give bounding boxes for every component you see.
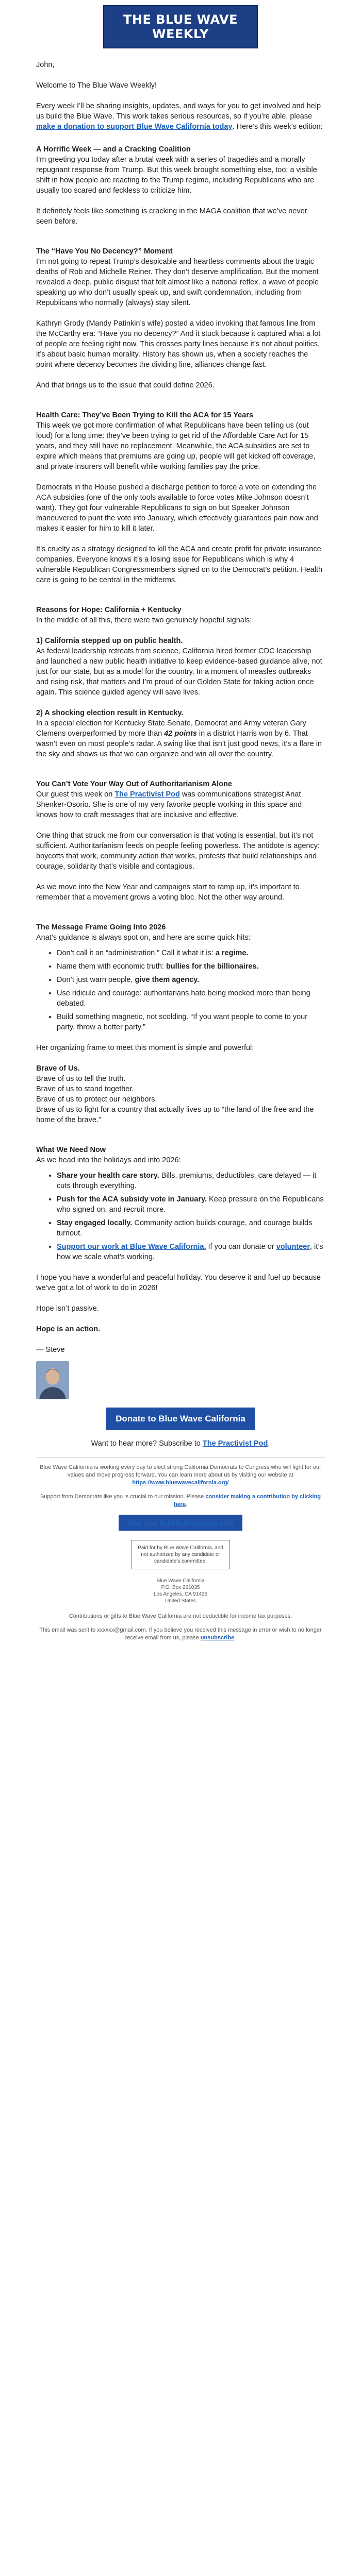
paragraph: Kathryn Grody (Mandy Patinkin’s wife) posted a video invoking that famous line from the McCarthy era: “Have you no decency?” And it stuck because it captured what a lot of people are feeling right now. This crosses party lines because it’s not about politics, it’s about basic human morality. History has shown us, when a society reaches the point where decency becomes the dividing line, alliances change fast.	[36, 319, 321, 369]
paragraph: Anat’s guidance is always spot on, and here are some quick hits:	[36, 934, 251, 942]
subscribe-line: Want to hear more? Subscribe to The Practivist Pod.	[91, 1439, 270, 1448]
list-item: • Support our work at Blue Wave California. If you can donate or volunteer, it’s how we scale what’s working.	[57, 1242, 325, 1262]
brave-of-us-block: Brave of Us. Brave of us to tell the truth. Brave of us to stand together. Brave of us to protect our neighbors. Brave of us to fight for a country that actually lives up to “the land of the free and the home of the brave.”	[36, 1064, 314, 1124]
section-title: The Message Frame Going Into 2026	[36, 923, 166, 931]
section-authoritarianism	[36, 779, 325, 903]
website-link[interactable]: https://www.bluewavecalifornia.org/	[132, 1480, 229, 1486]
action-list	[36, 1171, 325, 1262]
footer-divider	[36, 1457, 325, 1458]
section-message-frame	[36, 922, 325, 1125]
paragraph: It definitely feels like something is cracking in the MAGA coalition that we’ve never seen before.	[36, 207, 307, 226]
paragraph: Her organizing frame to meet this moment is simple and powerful:	[36, 1044, 254, 1052]
logo-line-1: THE BLUE WAVE	[123, 12, 238, 27]
paid-for-disclaimer: Paid for by Blue Wave California, and not authorized by any candidate or candidate's committee.	[131, 1540, 230, 1569]
paragraph: In a special election for Kentucky State Senate, Democrat and Army veteran Gary Clemens overperformed by more than 42 points in a district Harris won by 6. That wasn’t even on most people’s radar. A swing like that isn’t just good news, it’s a flare in the sky and shows us that we can organize and win all over the country.	[36, 719, 322, 758]
list-item: • Share your health care story. Bills, premiums, deductibles, care delayed — it cuts through everything.	[57, 1171, 325, 1191]
section-what-we-need	[36, 1145, 325, 1399]
unsubscribe-line: This email was sent to xxxxxx@gmail.com. If you believe you received this message in error or wish to no longer receive email from us, please unsubscribe.	[39, 1627, 322, 1641]
paragraph: This week we got more confirmation of what Republicans have been telling us (out loud) for a long time: they’ve been trying to get rid of the Affordable Care Act for 15 years, and they still have no replacement. Meanwhile, the ACA subsidies are set to expire which means that premiums are going up, people will get kicked off coverage, and private insurers will benefit while working families pay the price.	[36, 421, 316, 471]
intro-paragraph: Every week I’ll be sharing insights, updates, and ways for you to get involved and help us build the Blue Wave. This work takes serious resources, so if you’re able, please make a donation to support Blue Wave California today. Here’s this week’s edition:	[36, 102, 323, 131]
mailing-address: Blue Wave California P.O. Box 261035 Los Angeles, CA 91426 United States	[154, 1578, 207, 1604]
list-item: • Don’t just warn people, give them agency.	[57, 975, 325, 985]
donate-link[interactable]: make a donation to support Blue Wave California today	[36, 123, 233, 131]
list-item: • Don’t call it an “administration.” Call it what it is: a regime.	[57, 948, 325, 958]
paragraph: I’m greeting you today after a brutal week with a series of tragedies and a morally repugnant response from Trump. But this week brought something else, too: a visible shift in how people are reacting to the Trump regime, including Republicans who are usually too scared and feckless to criticize him.	[36, 156, 317, 195]
paragraph: One thing that struck me from our conversation is that voting is essential, but it’s not sufficient. Authoritarianism feeds on people feeling powerless. The antidote is agency: boycotts that work, community action that works, protests that build relationships and courage, solidarity that’s visible and contagious.	[36, 832, 320, 871]
list-item: • Stay engaged locally. Community action builds courage, and courage builds turnout.	[57, 1218, 325, 1239]
section-title: What We Need Now	[36, 1146, 106, 1154]
paragraph: Hope is an action.	[36, 1325, 101, 1333]
practivist-pod-link[interactable]: The Practivist Pod	[114, 790, 180, 799]
newsletter-logo[interactable]	[103, 5, 258, 48]
subheading: 2) A shocking election result in Kentucky.	[36, 709, 184, 717]
section-reasons-for-hope	[36, 605, 325, 759]
section-title: A Horrific Week — and a Cracking Coalition	[36, 145, 191, 154]
paragraph: I hope you have a wonderful and peaceful holiday. You deserve it and fuel up because we’ve got a lot of work to do in 2026!	[36, 1274, 321, 1292]
email-body	[36, 5, 325, 1642]
paragraph: As federal leadership retreats from science, California hired former CDC leadership and launched a new public health initiative to keep evidence-based guidance alive, not just for our state, but as a model for the country. In a moment of measles outbreaks and rising risk, that matters and I’m proud of our Golden State for taking action once again. This science guided agency will save lives.	[36, 647, 322, 697]
subheading: 1) California stepped up on public health.	[36, 637, 183, 645]
section-health-care	[36, 410, 325, 585]
greeting: John,	[36, 61, 55, 69]
unsubscribe-link[interactable]: unsubscribe	[200, 1635, 235, 1641]
logo-line-2: WEEKLY	[152, 27, 209, 41]
give-now-button[interactable]: Give now to help Democrats win!	[119, 1515, 242, 1531]
section-title: The “Have You No Decency?” Moment	[36, 247, 173, 256]
tax-disclaimer: Contributions or gifts to Blue Wave California are not deductible for income tax purposes.	[69, 1613, 292, 1619]
paragraph: Democrats in the House pushed a discharge petition to force a vote on extending the ACA subsidies (one of the only tools available to force votes Mike Johnson doesn’t want). They got four vulnerable Republicans to sign on but Speaker Johnson maneuvered to punt the vote into January, which effectively guarantees pain now and makes it easier for him to kill it later.	[36, 483, 318, 533]
list-item: • Name them with economic truth: bullies for the billionaires.	[57, 961, 325, 972]
paragraph: It’s cruelty as a strategy designed to kill the ACA and create profit for private insurance companies. Everyone knows it’s a losing issue for Republicans which is why 4 vulnerable Republican Congressmembers signed on to the Democrat’s petition. Health care is going to be central in the midterms.	[36, 545, 323, 584]
section-title: Reasons for Hope: California + Kentucky	[36, 606, 182, 614]
paragraph: As we head into the holidays and into 2026:	[36, 1156, 181, 1164]
paragraph: Our guest this week on The Practivist Pod was communications strategist Anat Shenker-Osorio. She is one of my very favorite people working in this space and knows how to craft messages that are inclusive and effective.	[36, 790, 302, 819]
paragraph: I’m not going to repeat Trump’s despicable and heartless comments about the tragic deaths of Rob and Michelle Reiner. They don’t deserve amplification. But the moment revealed a deep, public disgust that felt almost like a national reflex, a wave of people speaking up who don’t usually speak up, and swift condemnation, including from Republicans who normally (always) stay silent.	[36, 258, 319, 307]
section-title: You Can’t Vote Your Way Out of Authoritarianism Alone	[36, 780, 232, 788]
section-decency	[36, 246, 325, 391]
signature: — Steve	[36, 1346, 65, 1354]
list-item: • Use ridicule and courage: authoritarians hate being mocked more than being debated.	[57, 988, 325, 1009]
paragraph: Hope isn’t passive.	[36, 1304, 99, 1313]
volunteer-link[interactable]: volunteer	[276, 1243, 310, 1251]
support-link[interactable]: Support our work at Blue Wave California.	[57, 1243, 206, 1251]
footer-about: Blue Wave California is working every day to elect strong California Democrats to Congress who will fight for our values and move progress forward. You can learn more about us by visiting our website at https://www.bluewavecalifornia.org/	[40, 1464, 321, 1486]
section-title: Health Care: They’ve Been Trying to Kill the ACA for 15 Years	[36, 411, 253, 419]
list-item: • Push for the ACA subsidy vote in January. Keep pressure on the Republicans who signed on, and recruit more.	[57, 1194, 325, 1215]
podcast-subscribe-link[interactable]: The Practivist Pod	[202, 1439, 268, 1448]
footer	[36, 1464, 325, 1642]
donate-button[interactable]: Donate to Blue Wave California	[106, 1408, 255, 1430]
paragraph: In the middle of all this, there were two genuinely hopeful signals:	[36, 616, 252, 624]
paragraph: As we move into the New Year and campaigns start to ramp up, it’s important to remember that a movement grows a voting bloc. Not the other way around.	[36, 883, 300, 902]
section-horrific-week	[36, 144, 325, 227]
footer-support: Support from Democrats like you is crucial to our mission. Please consider making a contribution by clicking here.	[40, 1494, 321, 1507]
quick-hits-list	[36, 948, 325, 1032]
contribution-link[interactable]: consider making a contribution by clicking here	[173, 1494, 321, 1507]
paragraph: And that brings us to the issue that could define 2026.	[36, 381, 215, 389]
welcome: Welcome to The Blue Wave Weekly!	[36, 81, 157, 90]
list-item: • Build something magnetic, not scolding. “If you want people to come to your party, throw a better party.”	[57, 1012, 325, 1032]
author-photo	[36, 1361, 69, 1399]
